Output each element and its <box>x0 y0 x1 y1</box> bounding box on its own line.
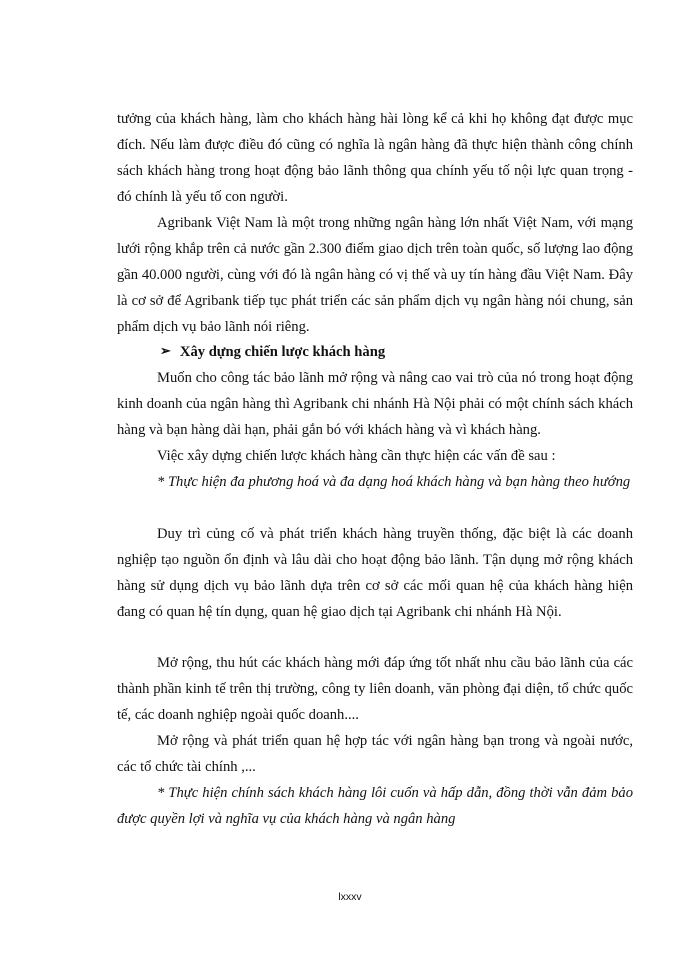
page-number: lxxxv <box>338 891 362 903</box>
arrow-bullet-icon: ➢ <box>160 343 171 358</box>
paragraph-6: Duy trì củng cố và phát triển khách hàng truyền thống, đặc biệt là các doanh nghiệp tạo nguồn ổn định và lâu dài cho hoạt động bảo lãnh. Tận dụng mở rộng khách hàng sử dụng dịch vụ bảo lãnh dựa trên cơ sở các mối quan hệ của khách hàng hiện đang có quan hệ tín dụng, quan hệ giao dịch tại Agribank chi nhánh Hà Nội. <box>117 526 633 620</box>
section-heading-text: Xây dựng chiến lược khách hàng <box>179 344 386 360</box>
section-heading <box>160 339 385 365</box>
paragraph-4: Việc xây dựng chiến lược khách hàng cần thực hiện các vấn đề sau : <box>157 448 556 464</box>
paragraph-2: Agribank Việt Nam là một trong những ngân hàng lớn nhất Việt Nam, với mạng lưới rộng khắp trên cả nước gần 2.300 điểm giao dịch trên toàn quốc, số lượng lao động gần 40.000 người, cùng với đó là ngân hàng có vị thế và uy tín hàng đầu Việt Nam. Đây là cơ sở để Agribank tiếp tục phát triển các sản phẩm dịch vụ ngân hàng nói chung, sản phẩm dịch vụ bảo lãnh nói riêng. <box>117 215 633 335</box>
paragraph-9-italic: * Thực hiện chính sách khách hàng lôi cuốn và hấp dẫn, đồng thời vẫn đảm bảo được quyền lợi và nghĩa vụ của khách hàng và ngân hàng <box>117 785 633 827</box>
paragraph-8: Mở rộng và phát triển quan hệ hợp tác với ngân hàng bạn trong và ngoài nước, các tổ chức tài chính ,... <box>117 733 633 775</box>
paragraph-3: Muốn cho công tác bảo lãnh mở rộng và nâng cao vai trò của nó trong hoạt động kinh doanh của ngân hàng thì Agribank chi nhánh Hà Nội phải có một chính sách khách hàng và bạn hàng dài hạn, phải gắn bó với khách hàng và vì khách hàng. <box>117 370 633 438</box>
paragraph-5-italic: * Thực hiện đa phương hoá và đa dạng hoá khách hàng và bạn hàng theo hướng <box>157 474 631 490</box>
paragraph-1: tưởng của khách hàng, làm cho khách hàng hài lòng kể cả khi họ không đạt được mục đích. Nếu làm được điều đó cũng có nghĩa là ngân hàng đã thực hiện thành công chính sách khách hàng trong hoạt động bảo lãnh thông qua chính yếu tố nội lực quan trọng - đó chính là yếu tố con người. <box>117 111 633 205</box>
paragraph-7: Mở rộng, thu hút các khách hàng mới đáp ứng tốt nhất nhu cầu bảo lãnh của các thành phần kinh tế trên thị trường, công ty liên doanh, văn phòng đại diện, tổ chức quốc tế, các doanh nghiệp ngoài quốc doanh.... <box>117 655 633 723</box>
